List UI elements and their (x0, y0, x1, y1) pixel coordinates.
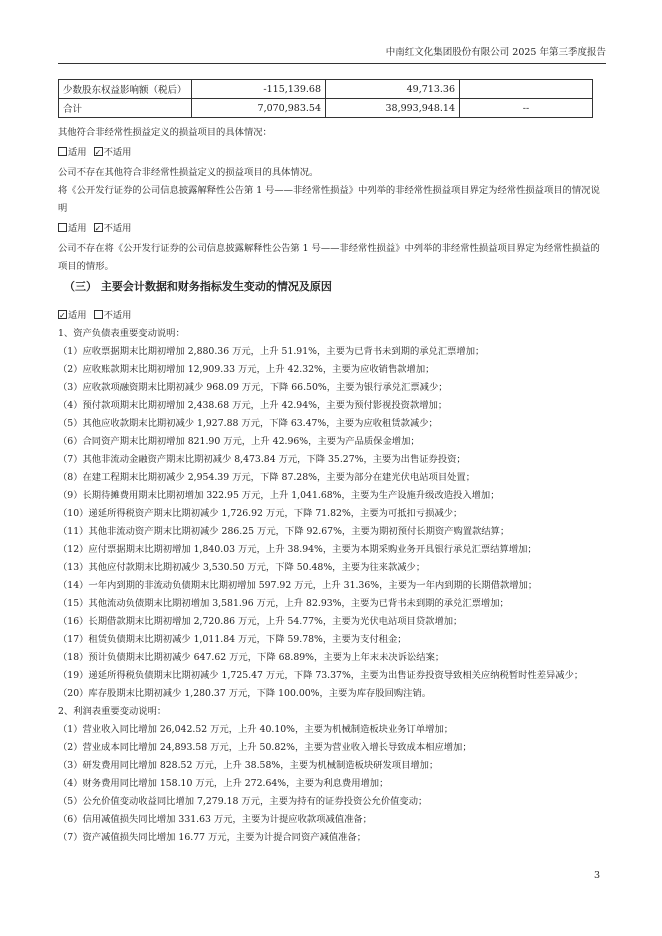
list-item: （15）其他流动负债期末比期初增加 3,581.96 万元，上升 82.93%，主要为已背书未到期的承兑汇票增加； (58, 598, 509, 609)
checked-box-icon[interactable] (58, 310, 67, 319)
list-item: （3）研发费用同比增加 828.52 万元，上升 38.58%，主要为机械制造板块研发项目增加； (58, 760, 439, 771)
list-item: （10）递延所得税资产期末比期初减少 1,726.92 万元，下降 71.82%，主要为可抵扣亏损减少； (58, 508, 463, 519)
not-applicable-label: 不适用 (103, 310, 132, 321)
income-statement-title: 2、利润表重要变动说明： (58, 706, 167, 717)
applicable-label: 适用 (68, 147, 87, 158)
row-note: -- (460, 99, 593, 118)
unchecked-box-icon[interactable] (58, 147, 67, 156)
list-item: （3）应收款项融资期末比期初减少 968.09 万元，下降 66.50%，主要为银行承兑汇票减少； (58, 382, 448, 393)
list-item: （6）合同资产期末比期初增加 821.90 万元，上升 42.96%，主要为产品质保金增加； (58, 436, 420, 447)
current-period-value: -115,139.68 (192, 80, 326, 99)
table-row (59, 80, 593, 99)
row-label: 合计 (59, 99, 192, 118)
list-item: （1）应收票据期末比期初增加 2,880.36 万元，上升 51.91%，主要为已背书未到期的承兑汇票增加； (58, 346, 485, 357)
list-item: （14）一年内到期的非流动负债期末比期初增加 597.92 万元，上升 31.36%，主要为一年内到期的长期借款增加； (58, 580, 538, 591)
list-item: （2）应收账款期末比期初增加 12,909.33 万元，上升 42.32%，主要为应收销售款增加； (58, 364, 435, 375)
changes-block (58, 307, 606, 847)
ytd-value: 49,713.36 (326, 80, 460, 99)
row-note (460, 80, 593, 99)
list-item: （5）公允价值变动收益同比增加 7,279.18 万元，主要为持有的证券投资公允价值变动； (58, 796, 428, 807)
applicability-checkboxes (58, 144, 606, 162)
checked-box-icon[interactable] (94, 223, 103, 232)
unchecked-box-icon[interactable] (58, 223, 67, 232)
ytd-value: 38,993,948.14 (326, 99, 460, 118)
applicability-checkboxes (58, 220, 606, 238)
announcement-note-text: 公司不存在将《公开发行证券的公司信息披露解释性公告第 1 号——非经常性损益》中列举的非经常性损益项目界定为经常性损益的项目的情形。 (58, 243, 600, 272)
list-item: （16）长期借款期末比期初增加 2,720.86 万元，上升 54.77%，主要为光伏电站项目贷款增加； (58, 616, 463, 627)
announcement-note-title: 将《公开发行证券的公司信息披露解释性公告第 1 号——非经常性损益》中列举的非经常性损益项目界定为经常性损益项目的情况说明 (58, 185, 600, 214)
list-item: （12）应付票据期末比期初增加 1,840.03 万元，上升 38.94%，主要为本期采购业务开具银行承兑汇票结算增加； (58, 544, 537, 555)
list-item: （7）资产减值损失同比增加 16.77 万元，主要为计提合同资产减值准备； (58, 832, 367, 843)
page-header: 中南红文化集团股份有限公司 2025 年第三季度报告 (58, 47, 606, 64)
list-item: （20）库存股期末比期初减少 1,280.37 万元，下降 100.00%，主要为库存股回购注销。 (58, 688, 432, 699)
list-item: （7）其他非流动金融资产期末比期初减少 8,473.84 万元，下降 35.27%，主要为出售证券投资； (58, 454, 466, 465)
list-item: （17）租赁负债期末比期初减少 1,011.84 万元，下降 59.78%，主要为支付租金； (58, 634, 407, 645)
list-item: （6）信用减值损失同比增加 331.63 万元，主要为计提应收款项减值准备； (58, 814, 372, 825)
section-heading: （三） 主要会计数据和财务指标发生变动的情况及原因 (64, 280, 332, 293)
row-label: 少数股东权益影响额（税后） (59, 80, 192, 99)
income-statement-list (58, 721, 606, 847)
other-nonrecurring-block (58, 124, 606, 276)
list-item: （5）其他应收款期末比期初减少 1,927.88 万元，下降 63.47%，主要为应收租赁款减少； (58, 418, 438, 429)
applicable-label: 适用 (68, 310, 87, 321)
list-item: （13）其他应付款期末比期初减少 3,530.50 万元，下降 50.48%，主要为往来款减少； (58, 562, 426, 573)
balance-sheet-list (58, 343, 606, 703)
page-number: 3 (593, 870, 600, 881)
list-item: （18）预计负债期末比期初减少 647.62 万元，下降 68.89%，主要为上年末未决诉讼结案； (58, 652, 445, 663)
other-nonrecurring-text: 公司不存在其他符合非经常性损益定义的损益项目的具体情况。 (58, 167, 319, 178)
list-item: （19）递延所得税负债期末比期初减少 1,725.47 万元，下降 73.37%，主要为出售证券投资导致相关应纳税暂时性差异减少； (58, 670, 584, 681)
table-row (59, 99, 593, 118)
not-applicable-label: 不适用 (103, 223, 132, 234)
applicable-label: 适用 (68, 223, 87, 234)
other-nonrecurring-title: 其他符合非经常性损益定义的损益项目的具体情况： (58, 127, 272, 138)
balance-sheet-title: 1、资产负债表重要变动说明： (58, 328, 185, 339)
list-item: （9）长期待摊费用期末比期初增加 322.95 万元，上升 1,041.68%，主要为生产设施升级改造投入增加； (58, 490, 500, 501)
list-item: （4）财务费用同比增加 158.10 万元，上升 272.64%，主要为利息费用增加； (58, 778, 389, 789)
list-item: （11）其他非流动资产期末比期初减少 286.25 万元，下降 92.67%，主要为期初预付长期资产购置款结算； (58, 526, 510, 537)
list-item: （4）预付款项期末比期初增加 2,438.68 万元，上升 42.94%，主要为预付影视投资款增加； (58, 400, 448, 411)
list-item: （1）营业收入同比增加 26,042.52 万元，上升 40.10%，主要为机械制造板块业务订单增加； (58, 724, 454, 735)
not-applicable-label: 不适用 (103, 147, 132, 158)
list-item: （8）在建工程期末比期初减少 2,954.39 万元，下降 87.28%，主要为部分在建光伏电站项目处置； (58, 472, 476, 483)
applicability-checkboxes (58, 307, 606, 325)
unchecked-box-icon[interactable] (94, 310, 103, 319)
checked-box-icon[interactable] (94, 147, 103, 156)
list-item: （2）营业成本同比增加 24,893.58 万元，上升 50.82%，主要为营业收入增长导致成本相应增加； (58, 742, 472, 753)
nonrecurring-table (58, 79, 593, 118)
current-period-value: 7,070,983.54 (192, 99, 326, 118)
